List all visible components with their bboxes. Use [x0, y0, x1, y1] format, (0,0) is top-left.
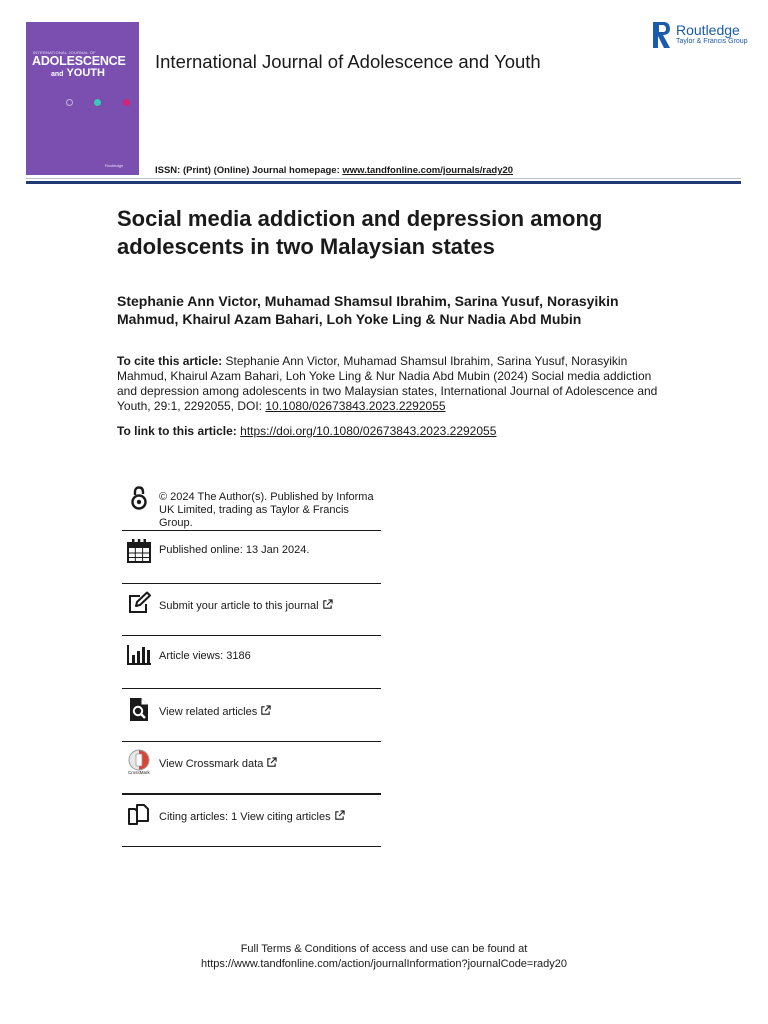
cover-dot-teal	[94, 99, 101, 106]
article-authors: Stephanie Ann Victor, Muhamad Shamsul Ibrahim, Sarina Yusuf, Norasyikin Mahmud, Khairul Azam Bahari, Loh Yoke Ling & Nur Nadia Abd Mubin	[117, 293, 619, 327]
article-link-label: To link to this article:	[117, 424, 237, 438]
submit-article-label: Submit your article to this journal	[159, 600, 319, 612]
view-crossmark-label: View Crossmark data	[159, 758, 264, 770]
article-views: Article views: 3186	[159, 650, 251, 662]
crossmark-badge-label: CrossMark	[128, 770, 150, 775]
external-link-icon	[322, 599, 333, 610]
info-divider	[122, 635, 381, 636]
external-link-icon	[266, 757, 277, 768]
published-date: Published online: 13 Jan 2024.	[159, 544, 310, 556]
cover-dot-outline	[66, 99, 73, 106]
article-doi-link[interactable]: https://doi.org/10.1080/02673843.2023.2292055	[240, 424, 497, 438]
publisher-name: Routledge	[676, 22, 740, 38]
footer	[0, 942, 768, 972]
view-citing-label: Citing articles: 1 View citing articles	[159, 811, 331, 823]
view-related-link[interactable]	[159, 705, 381, 719]
view-related-label: View related articles	[159, 706, 258, 718]
footer-terms-text: Full Terms & Conditions of access and use can be found at	[240, 943, 528, 955]
cover-title-youth	[51, 67, 105, 79]
bar-chart-icon	[126, 643, 152, 669]
cover-title-adolescence: ADOLESCENCE	[32, 54, 126, 68]
external-link-icon	[334, 810, 345, 821]
view-citing-link[interactable]	[159, 810, 381, 824]
calendar-icon	[126, 538, 152, 564]
header-divider-thin	[26, 178, 741, 179]
edit-icon	[126, 591, 152, 617]
journal-title: International Journal of Adolescence and Youth	[155, 51, 541, 72]
routledge-mark-icon	[653, 22, 671, 48]
article-title: Social media addiction and depression among adolescents in two Malaysian states	[117, 206, 603, 259]
open-access-text: © 2024 The Author(s). Published by Informa UK Limited, trading as Taylor & Francis Group.	[159, 491, 374, 529]
info-divider	[122, 793, 381, 795]
cover-dot-pink	[123, 99, 130, 106]
routledge-logo[interactable]	[653, 22, 753, 50]
cover-and: and	[51, 71, 64, 78]
external-link-icon	[260, 705, 271, 716]
article-link-line	[117, 424, 665, 439]
related-articles-icon	[126, 696, 152, 722]
publisher-subtitle: Taylor & Francis Group	[676, 38, 748, 45]
citing-articles-icon	[126, 802, 152, 828]
cover-small-title: INTERNATIONAL JOURNAL OF	[33, 50, 96, 55]
header-divider	[26, 181, 741, 184]
footer-terms-url[interactable]: https://www.tandfonline.com/action/journalInformation?journalCode=rady20	[201, 958, 567, 970]
cover-youth-word: YOUTH	[66, 67, 105, 79]
citation-label: To cite this article:	[117, 354, 223, 368]
issn-label: ISSN: (Print) (Online) Journal homepage:	[155, 165, 340, 176]
cover-publisher	[105, 163, 123, 168]
journal-homepage-link[interactable]: www.tandfonline.com/journals/rady20	[342, 165, 514, 176]
view-crossmark-link[interactable]	[159, 757, 381, 771]
info-divider	[122, 846, 381, 847]
submit-article-link[interactable]	[159, 599, 381, 613]
journal-cover	[26, 22, 139, 175]
info-divider	[122, 688, 381, 689]
info-divider	[122, 741, 381, 742]
info-divider	[122, 583, 381, 584]
cover-publisher-label: Routledge	[105, 163, 124, 168]
issn-line	[155, 165, 513, 176]
citation-block	[117, 354, 665, 414]
open-access-icon	[126, 485, 152, 511]
citation-text: Stephanie Ann Victor, Muhamad Shamsul Ibrahim, Sarina Yusuf, Norasyikin Mahmud, Khairul Azam Bahari, Loh Yoke Ling & Nur Nadia Abd Mubin (2024) Social media addiction and depression among adolescents in two Malaysian states, International Journal of Adolescence and Youth, 29:1, 2292055, DOI:	[117, 354, 658, 413]
info-divider	[122, 530, 381, 531]
citation-doi-link[interactable]: 10.1080/02673843.2023.2292055	[265, 399, 446, 413]
